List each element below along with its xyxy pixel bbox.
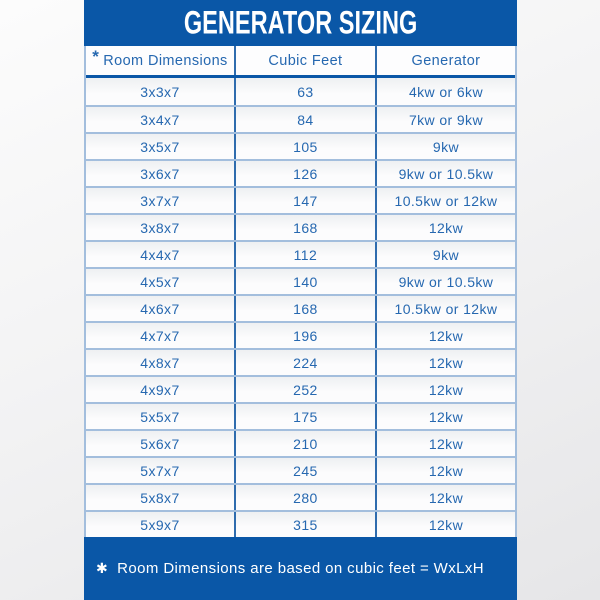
table-row bbox=[86, 321, 515, 348]
cubic-feet-cell: 196 bbox=[234, 323, 375, 348]
cubic-feet-cell: 84 bbox=[234, 107, 375, 132]
column-header-cubic-feet: Cubic Feet bbox=[234, 46, 375, 75]
room-dimensions-cell: 4x5x7 bbox=[140, 273, 180, 290]
table-row bbox=[86, 213, 515, 240]
generator-cell: 10.5kw or 12kw bbox=[375, 296, 515, 321]
room-dimensions-cell: 3x5x7 bbox=[140, 138, 180, 155]
cubic-feet-cell: 210 bbox=[234, 431, 375, 456]
asterisk-icon: ✱ bbox=[96, 560, 109, 576]
table-header-row bbox=[86, 46, 515, 78]
room-dimensions-cell: 4x8x7 bbox=[140, 354, 180, 371]
cubic-feet-cell: 252 bbox=[234, 377, 375, 402]
room-dimensions-cell: 4x7x7 bbox=[140, 327, 180, 344]
generator-cell: 12kw bbox=[375, 323, 515, 348]
room-dimensions-cell: 5x9x7 bbox=[140, 516, 180, 533]
cubic-feet-cell: 63 bbox=[234, 78, 375, 105]
generator-cell: 12kw bbox=[375, 485, 515, 510]
table-row bbox=[86, 429, 515, 456]
table-row bbox=[86, 132, 515, 159]
table-row bbox=[86, 483, 515, 510]
generator-cell: 12kw bbox=[375, 215, 515, 240]
generator-cell: 12kw bbox=[375, 458, 515, 483]
cubic-feet-cell: 175 bbox=[234, 404, 375, 429]
asterisk-marker: * bbox=[92, 46, 100, 66]
table-row bbox=[86, 456, 515, 483]
room-dimensions-cell: 4x9x7 bbox=[140, 381, 180, 398]
room-dimensions-cell: 3x4x7 bbox=[140, 111, 180, 128]
generator-cell: 12kw bbox=[375, 512, 515, 537]
table-row bbox=[86, 375, 515, 402]
room-dimensions-cell: 3x7x7 bbox=[140, 192, 180, 209]
cubic-feet-cell: 245 bbox=[234, 458, 375, 483]
cubic-feet-cell: 168 bbox=[234, 215, 375, 240]
generator-cell: 12kw bbox=[375, 431, 515, 456]
table-row bbox=[86, 294, 515, 321]
generator-cell: 12kw bbox=[375, 350, 515, 375]
table-row bbox=[86, 186, 515, 213]
generator-cell: 10.5kw or 12kw bbox=[375, 188, 515, 213]
room-dimensions-cell: 4x6x7 bbox=[140, 300, 180, 317]
cubic-feet-cell: 168 bbox=[234, 296, 375, 321]
generator-cell: 9kw bbox=[375, 242, 515, 267]
room-dimensions-cell: 4x4x7 bbox=[140, 246, 180, 263]
generator-cell: 12kw bbox=[375, 404, 515, 429]
table-row bbox=[86, 159, 515, 186]
room-dimensions-cell: 5x5x7 bbox=[140, 408, 180, 425]
sizing-table bbox=[84, 46, 517, 537]
generator-cell: 9kw or 10.5kw bbox=[375, 269, 515, 294]
cubic-feet-cell: 126 bbox=[234, 161, 375, 186]
room-dimensions-cell: 5x7x7 bbox=[140, 462, 180, 479]
footnote-text: Room Dimensions are based on cubic feet = WxLxH bbox=[117, 560, 485, 577]
generator-cell: 12kw bbox=[375, 377, 515, 402]
cubic-feet-cell: 147 bbox=[234, 188, 375, 213]
cubic-feet-cell: 224 bbox=[234, 350, 375, 375]
table-row bbox=[86, 267, 515, 294]
cubic-feet-cell: 280 bbox=[234, 485, 375, 510]
cubic-feet-cell: 315 bbox=[234, 512, 375, 537]
table-row bbox=[86, 105, 515, 132]
cubic-feet-cell: 112 bbox=[234, 242, 375, 267]
cubic-feet-cell: 140 bbox=[234, 269, 375, 294]
table-row bbox=[86, 402, 515, 429]
room-dimensions-cell: 3x3x7 bbox=[140, 83, 180, 100]
room-dimensions-cell: 5x6x7 bbox=[140, 435, 180, 452]
title-banner bbox=[84, 0, 517, 46]
table-row bbox=[86, 240, 515, 267]
table-row bbox=[86, 348, 515, 375]
generator-sizing-panel bbox=[84, 0, 517, 600]
cubic-feet-cell: 105 bbox=[234, 134, 375, 159]
room-dimensions-cell: 3x8x7 bbox=[140, 219, 180, 236]
page-title: GENERATOR SIZING bbox=[183, 4, 418, 41]
table-body bbox=[86, 78, 515, 537]
room-dimensions-cell: 3x6x7 bbox=[140, 165, 180, 182]
generator-cell: 4kw or 6kw bbox=[375, 78, 515, 105]
column-header-label: Room Dimensions bbox=[103, 52, 228, 69]
column-header-room-dimensions bbox=[86, 46, 234, 75]
generator-cell: 9kw bbox=[375, 134, 515, 159]
column-header-generator: Generator bbox=[375, 46, 515, 75]
footnote-bar bbox=[84, 537, 517, 600]
generator-cell: 9kw or 10.5kw bbox=[375, 161, 515, 186]
room-dimensions-cell: 5x8x7 bbox=[140, 489, 180, 506]
table-row bbox=[86, 78, 515, 105]
table-row bbox=[86, 510, 515, 537]
generator-cell: 7kw or 9kw bbox=[375, 107, 515, 132]
